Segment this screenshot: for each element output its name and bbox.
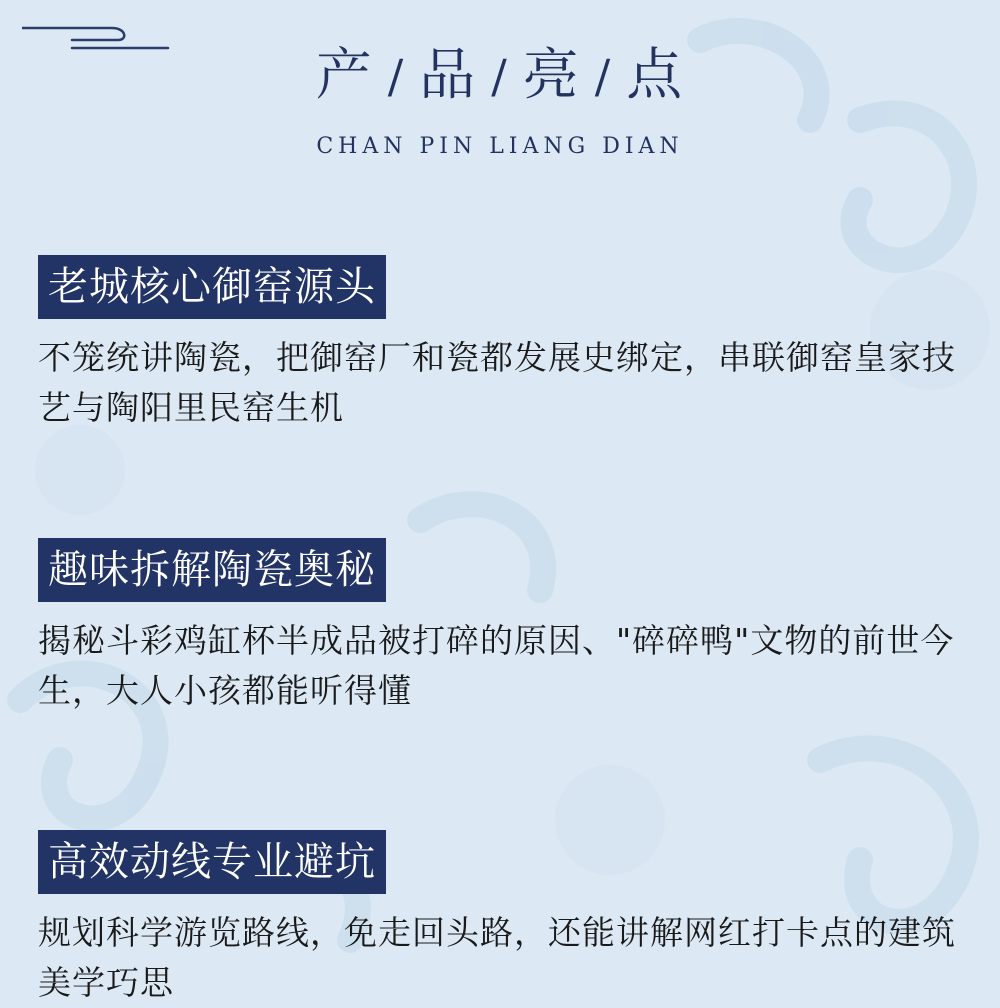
title-separator: / [491,49,509,103]
title-char: 品 [419,43,478,108]
title-char: 亮 [522,43,581,108]
section-title: 老城核心御窑源头 [38,255,386,319]
section-title: 高效动线专业避坑 [38,830,386,894]
title-char: 产 [315,43,374,108]
highlight-section [38,255,968,433]
page-title [0,40,1000,114]
title-separator: / [387,49,406,103]
highlight-section [38,538,968,716]
section-body: 规划科学游览路线，免走回头路，还能讲解网红打卡点的建筑美学巧思 [38,913,956,1002]
section-body: 揭秘斗彩鸡缸杯半成品被打碎的原因、"碎碎鸭"文物的前世今生，大人小孩都能听得懂 [38,621,955,710]
highlight-section [38,830,968,1008]
title-separator: / [594,49,613,103]
header [0,40,1000,159]
page-subtitle: CHAN PIN LIANG DIAN [316,134,684,159]
section-body: 不笼统讲陶瓷，把御窑厂和瓷都发展史绑定，串联御窑皇家技艺与陶阳里民窑生机 [38,338,956,427]
section-title: 趣味拆解陶瓷奥秘 [38,538,386,602]
title-char: 点 [626,43,685,108]
